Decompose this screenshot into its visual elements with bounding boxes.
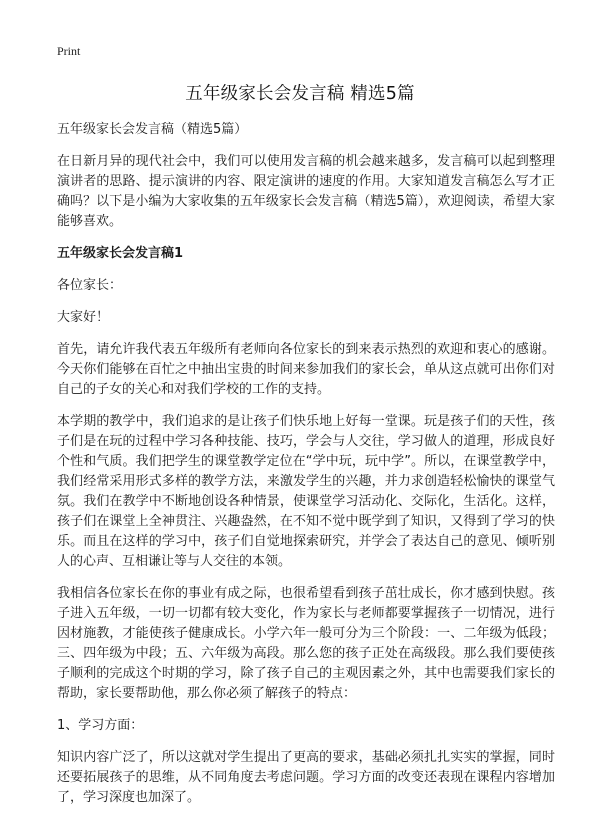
salutation: 各位家长：: [57, 278, 123, 293]
greeting: 大家好！: [57, 310, 110, 325]
print-link[interactable]: Print: [57, 44, 81, 58]
body-paragraph: 知识内容广泛了，所以这就对学生提出了更高的要求，基础必须扎扎实实的掌握，同时还要拓展孩子的思维，从不同角度去考虑问题。学习方面的改变还表现在课程内容增加了，学习深度也加深了。: [57, 750, 555, 805]
body-paragraph: 我相信各位家长在你的事业有成之际，也很希望看到孩子茁壮成长，你才感到快慰。孩子进入五年级，一切一切都有较大变化，作为家长与老师都要掌握孩子一切情况，进行因材施教，才能使孩子健康成长。小学六年一般可分为三个阶段：一、二年级为低段；三、四年级为中段；五、六年级为高段。那么您的孩子正处在高级段。那么我们要使孩子顺利的完成这个时期的学习，除了孩子自己的主观因素之外，其中也需要我们家长的帮助，家长要帮助他，那么你必须了解孩子的特点：: [57, 586, 555, 701]
body-paragraph: 首先，请允许我代表五年级所有老师向各位家长的到来表示热烈的欢迎和衷心的感谢。今天你们能够在百忙之中抽出宝贵的时间来参加我们的家长会，单从这点就可出你们对自己的子女的关心和对我们学校的工作的支持。: [57, 342, 555, 397]
document-body: [57, 120, 555, 820]
list-heading: 1、学习方面：: [57, 718, 144, 733]
document-subtitle: 五年级家长会发言稿（精选5篇）: [57, 122, 248, 137]
body-paragraph: 本学期的教学中，我们追求的是让孩子们快乐地上好每一堂课。玩是孩子们的天性，孩子们是在玩的过程中学习各种技能、技巧，学会与人交往，学习做人的道理，形成良好个性和气质。我们把学生的课堂教学定位在“学中玩，玩中学”。所以，在课堂教学中，我们经常采用形式多样的教学方法，来激发学生的兴趣，并力求创造轻松愉快的课堂气氛。我们在教学中不断地创设各种情景，使课堂学习活动化、交际化，生活化。这样，孩子们在课堂上全神贯注、兴趣盎然，在不知不觉中既学到了知识，又得到了学习的快乐。而且在这样的学习中，孩子们自觉地探索研究，并学会了表达自己的意见、倾听别人的心声、互相谦让等与人交往的本领。: [57, 414, 555, 569]
document-title: 五年级家长会发言稿 精选5篇: [185, 84, 415, 104]
section-heading: 五年级家长会发言稿1: [57, 246, 184, 261]
intro-paragraph: 在日新月异的现代社会中，我们可以使用发言稿的机会越来越多，发言稿可以起到整理演讲者的思路、提示演讲的内容、限定演讲的速度的作用。大家知道发言稿怎么写才正确吗？以下是小编为大家收集的五年级家长会发言稿（精选5篇），欢迎阅读，希望大家能够喜欢。: [57, 154, 555, 229]
